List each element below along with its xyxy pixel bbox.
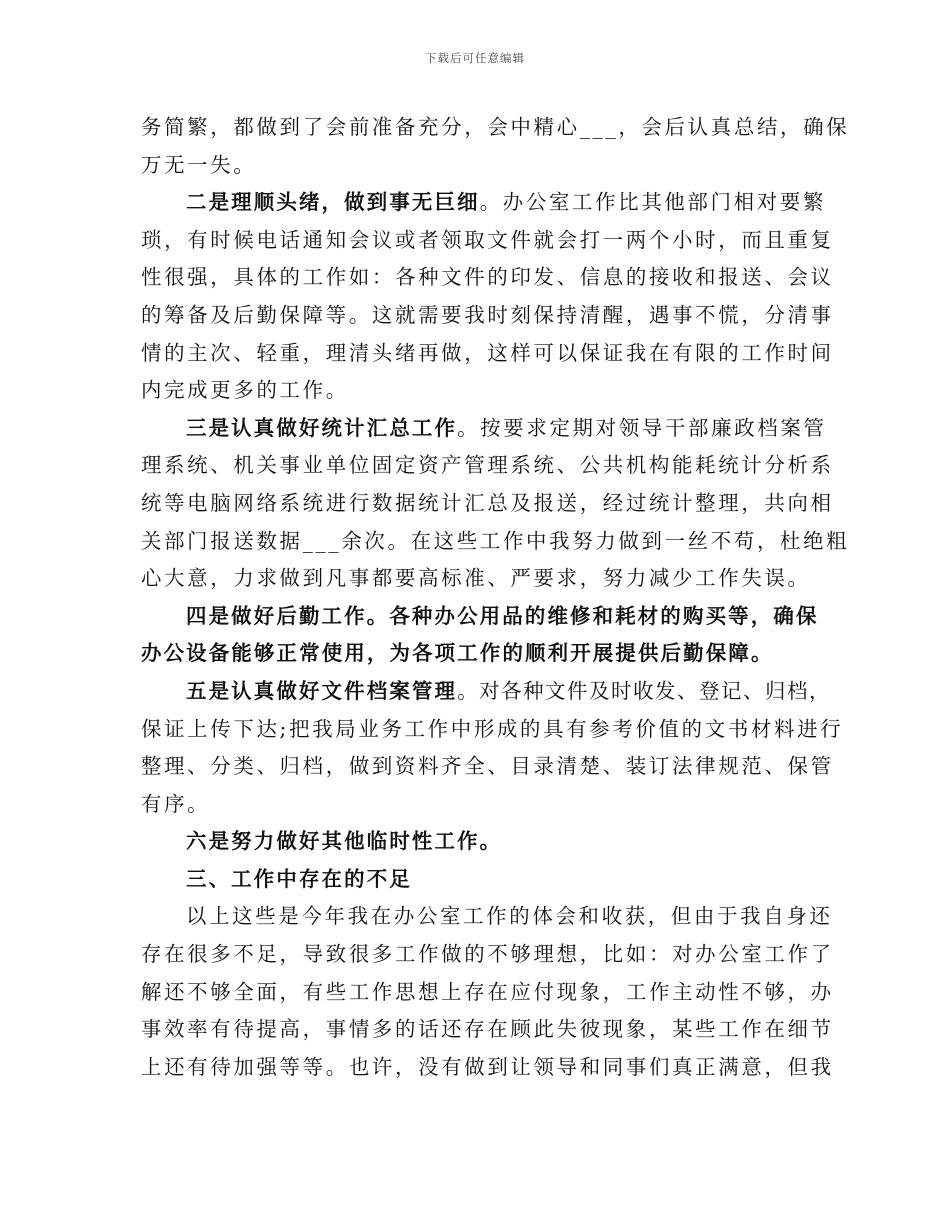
text-line: 三、工作中存在的不足 [186, 866, 412, 891]
paragraph-1 [141, 109, 850, 184]
text-line: 以上这些是今年我在办公室工作的体会和收获，但由于我自身还 [186, 904, 833, 929]
text-run: 。办公室工作比其他部门相对要繁 [479, 190, 827, 215]
text-line: 的筹备及后勤保障等。这就需要我时刻保持清醒，遇事不慌，分清事 [141, 302, 834, 327]
text-line: 性很强，具体的工作如：各种文件的印发、信息的接收和报送、会议 [141, 265, 834, 290]
text-run: 。按要求定期对领导干部廉政档案管 [457, 415, 827, 440]
text-line [141, 184, 827, 222]
text-line: 内完成更多的工作。 [141, 378, 349, 403]
text-line: 四是做好后勤工作。各种办公用品的维修和耗材的购买等，确保 [186, 603, 819, 628]
text-line: 统等电脑网络系统进行数据统计汇总及报送，经过统计整理，共向相 [141, 490, 834, 515]
document-body [141, 109, 850, 1086]
text-line: 办公设备能够正常使用，为各项工作的顺利开展提供后勤保障。 [141, 641, 774, 666]
text-line: 整理、分类、归档，做到资料齐全、目录清楚、装订法律规范、保管 [141, 754, 834, 779]
text-line: 上还有待加强等等。也许，没有做到让领导和同事们真正满意，但我 [141, 1054, 834, 1079]
text-line: 理系统、机关事业单位固定资产管理系统、公共机构能耗统计分析系 [141, 453, 834, 478]
text-run: 。对各种文件及时收发、登记、归档， [457, 678, 831, 703]
paragraph-6 [141, 823, 818, 861]
paragraph-2 [141, 184, 834, 410]
text-line: 六是努力做好其他临时性工作。 [186, 829, 503, 854]
paragraph-5 [141, 673, 844, 823]
text-line: 务简繁，都做到了会前准备充分，会中精心___，会后认真总结，确保 [141, 115, 850, 139]
paragraph-4 [141, 598, 818, 673]
section-heading [141, 861, 818, 899]
text-line: 琐，有时候电话通知会议或者领取文件就会打一两个小时，而且重复 [141, 227, 834, 252]
text-line [141, 673, 831, 711]
text-line: 保证上传下达;把我局业务工作中形成的具有参考价值的文书材料进行 [141, 716, 844, 741]
text-line [141, 410, 827, 448]
text-line: 万无一失。 [141, 152, 257, 177]
paragraph-3 [141, 410, 850, 598]
paragraph-7 [141, 898, 834, 1086]
page-header: 下载后可任意编辑 [425, 51, 525, 65]
text-line: 有序。 [141, 791, 211, 816]
text-line: 心大意，力求做到凡事都要高标准、严要求，努力减少工作失误。 [141, 566, 811, 591]
text-line: 情的主次、轻重，理清头绪再做，这样可以保证我在有限的工作时间 [141, 340, 834, 365]
text-line: 解还不够全面，有些工作思想上存在应付现象，工作主动性不够，办 [141, 979, 834, 1004]
paragraph-lead: 三是认真做好统计汇总工作 [186, 415, 458, 440]
text-line: 关部门报送数据___余次。在这些工作中我努力做到一丝不苟，杜绝粗 [141, 528, 850, 553]
text-line: 事效率有待提高，事情多的话还存在顾此失彼现象，某些工作在细节 [141, 1017, 834, 1042]
paragraph-lead: 二是理顺头绪，做到事无巨细 [186, 190, 480, 215]
text-line: 存在很多不足，导致很多工作做的不够理想，比如：对办公室工作了 [141, 942, 834, 967]
paragraph-lead: 五是认真做好文件档案管理 [186, 678, 458, 703]
